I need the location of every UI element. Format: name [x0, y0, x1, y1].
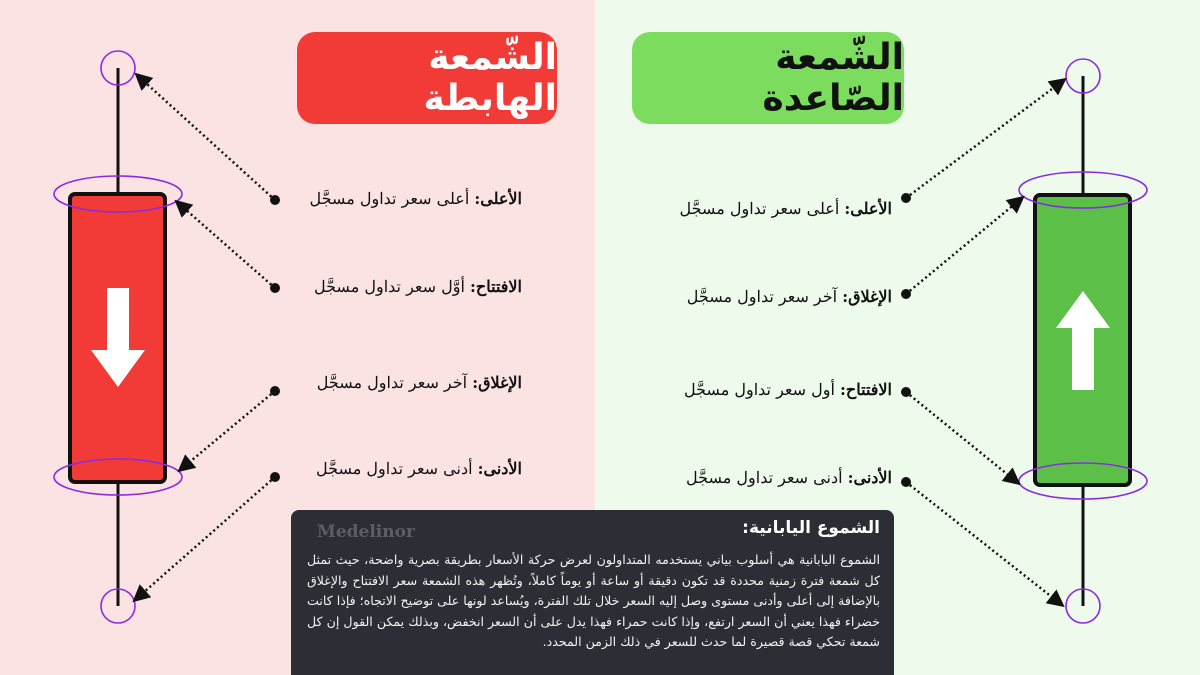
bullish-title: الشّمعة الصّاعدة — [632, 32, 904, 124]
pointer-bear-open — [177, 202, 275, 288]
bull-label-low: الأدنى: أدنى سعر تداول مسجَّل — [686, 468, 892, 487]
info-title: الشموع اليابانية: — [742, 518, 880, 538]
info-body: الشموع اليابانية هي أسلوب بياني يستخدمه المتداولون لعرض حركة الأسعار بطريقة بصرية واضحة، حيث تمثل كل شمعة فترة زمنية محددة قد تكون دقيقة أو ساعة أو يوماً كاملاً، وتُظهر هذه الشمعة سعر الافتتاح والإغلاق بالإضافة إلى أعلى وأدنى مستوى وصل إليه السعر خلال تلك الفترة، ويُساعد لونها على توضيح الاتجاه؛ فإذا كانت خضراء فهذا يعني أن السعر ارتفع، وإذا كانت حمراء فهذا يدل على أن السعر انخفض، وبذلك يمكن القول إن كل شمعة تحكي قصة قصيرة لما حدث للسعر في ذلك الزمن المحدد. — [307, 552, 880, 649]
brand-watermark: Medelinor — [317, 522, 415, 542]
pointer-bear-high — [137, 75, 275, 200]
pointer-bull-low — [906, 482, 1062, 605]
bear-label-low: الأدنى: أدنى سعر تداول مسجَّل — [316, 459, 522, 478]
pointer-bull-close — [906, 198, 1022, 294]
info-box — [291, 510, 894, 675]
pointer-bear-low — [135, 477, 275, 600]
pointer-bull-high — [906, 80, 1064, 198]
bear-label-open: الافتتاح: أوَّل سعر تداول مسجَّل — [313, 277, 522, 296]
bull-label-open: الافتتاح: أول سعر تداول مسجَّل — [683, 380, 892, 399]
bearish-candle — [54, 51, 182, 623]
bullish-candle — [1019, 59, 1147, 623]
bear-label-close: الإغلاق: آخر سعر تداول مسجَّل — [316, 373, 522, 392]
pointer-bear-close — [180, 391, 275, 470]
bearish-title: الشّمعة الهابطة — [297, 32, 557, 124]
bull-label-high: الأعلى: أعلى سعر تداول مسجَّل — [679, 199, 892, 218]
bear-label-high: الأعلى: أعلى سعر تداول مسجَّل — [309, 189, 522, 208]
bull-label-close: الإغلاق: آخر سعر تداول مسجَّل — [686, 287, 892, 306]
pointer-bull-open — [906, 392, 1018, 483]
